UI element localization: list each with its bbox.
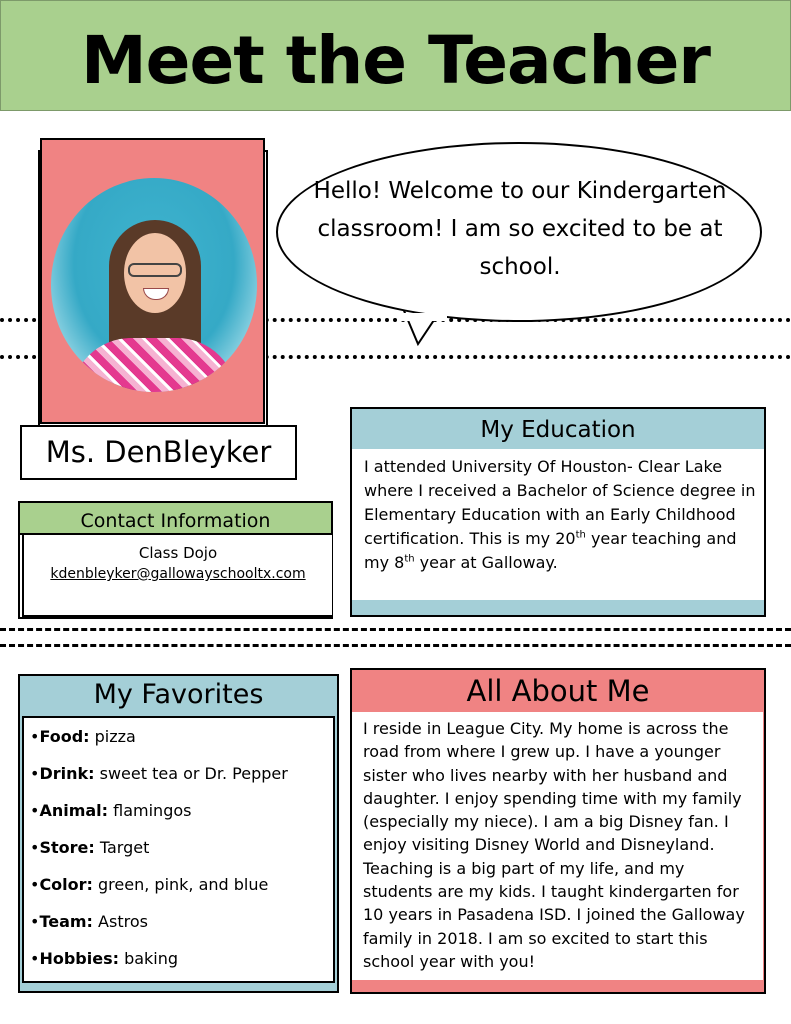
favorite-item: •Team: Astros	[30, 912, 148, 931]
teacher-photo-frame	[40, 138, 265, 424]
favorite-item: •Store: Target	[30, 838, 150, 857]
divider-dashed-2	[0, 644, 791, 647]
divider-dashed-1	[0, 628, 791, 631]
speech-bubble-tail-cover	[395, 313, 455, 327]
contact-class-dojo: Class Dojo	[138, 544, 218, 562]
education-heading: My Education	[352, 409, 764, 449]
favorite-value: baking	[118, 949, 179, 968]
favorite-value: Astros	[92, 912, 148, 931]
favorite-value: pizza	[89, 727, 136, 746]
favorite-item: •Color: green, pink, and blue	[30, 875, 269, 894]
favorite-value: sweet tea or Dr. Pepper	[94, 764, 288, 783]
favorite-value: Target	[94, 838, 150, 857]
teacher-photo	[51, 178, 257, 392]
education-sup1: th	[575, 529, 586, 541]
contact-email-link[interactable]: kdenbleyker@gallowayschooltx.com	[50, 566, 306, 582]
contact-body	[22, 535, 332, 617]
education-sup2: th	[404, 553, 415, 565]
favorite-item: •Drink: sweet tea or Dr. Pepper	[30, 764, 288, 783]
education-text-part2: year teaching and my 8	[364, 529, 737, 572]
favorite-label: Store:	[39, 838, 95, 857]
favorite-label: Hobbies:	[39, 949, 119, 968]
about-text: I reside in League City. My home is across the road from where I grew up. I have a younger sister who lives nearby with her husband and daughter. I enjoy spending time with my family (especially my niece). I am a big Disney fan. I enjoy visiting Disney World and Disneyland. Teaching is a big part of my life, and my students are my kids. I taught kindergarten for 10 years in Pasadena ISD. I joined the Galloway family in 2018. I am so excited to start this school year with you!	[363, 719, 745, 971]
education-footer-band	[352, 600, 764, 615]
favorites-heading: My Favorites	[93, 679, 264, 710]
favorite-label: Color:	[39, 875, 93, 894]
favorite-item: •Food: pizza	[30, 727, 136, 746]
page-title: Meet the Teacher	[81, 22, 710, 99]
favorite-label: Drink:	[39, 764, 95, 783]
education-text-part1: I attended University Of Houston- Clear Lake where I received a Bachelor of Science degree in Elementary Education with an Early Childhood certification. This is my 20	[364, 457, 756, 548]
photo-shirt	[71, 338, 237, 392]
contact-heading: Contact Information	[18, 501, 333, 535]
favorite-label: Food:	[39, 727, 90, 746]
photo-glasses	[128, 263, 182, 277]
favorites-list	[30, 724, 330, 983]
favorite-label: Team:	[39, 912, 93, 931]
favorite-label: Animal:	[39, 801, 109, 820]
about-heading: All About Me	[466, 674, 650, 708]
education-text	[364, 455, 759, 575]
favorite-item: •Animal: flamingos	[30, 801, 192, 820]
education-text-part3: year at Galloway.	[414, 553, 558, 572]
welcome-message: Hello! Welcome to our Kindergarten classroom! I am so excited to be at school.	[313, 178, 727, 280]
teacher-name-box	[20, 425, 297, 480]
teacher-name: Ms. DenBleyker	[45, 435, 272, 469]
favorite-value: flamingos	[108, 801, 192, 820]
favorite-item: •Hobbies: baking	[30, 949, 179, 968]
title-banner	[0, 0, 791, 111]
favorite-value: green, pink, and blue	[92, 875, 269, 894]
